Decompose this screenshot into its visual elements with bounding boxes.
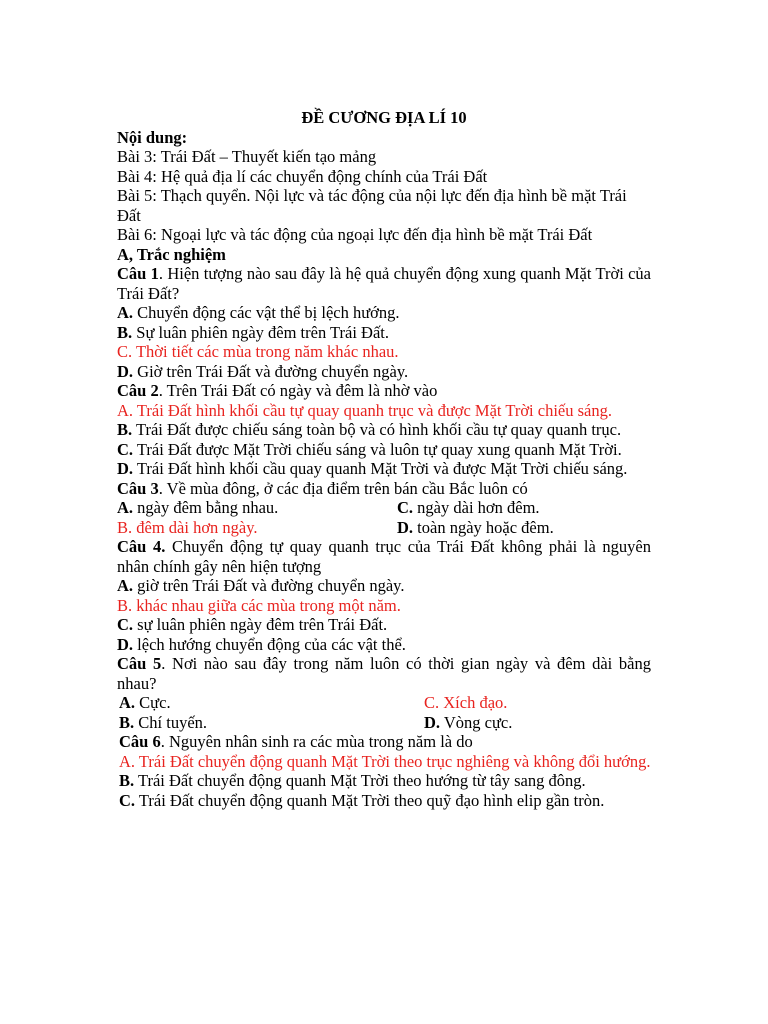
option bbox=[117, 791, 651, 811]
option-text: Trái Đất hình khối cầu tự quay quanh trục và được Mặt Trời chiếu sáng. bbox=[133, 400, 612, 420]
option-letter: B. bbox=[117, 595, 133, 615]
question-text: . Về mùa đông, ở các địa điểm trên bán cầu Bắc luôn có bbox=[158, 478, 528, 498]
option-text: sự luân phiên ngày đêm trên Trái Đất. bbox=[133, 615, 388, 634]
option bbox=[117, 615, 651, 635]
option-letter: C. bbox=[397, 498, 414, 517]
option-text: đêm dài hơn ngày. bbox=[132, 517, 258, 537]
option-letter: A. bbox=[117, 303, 134, 322]
option bbox=[117, 459, 651, 479]
question-text: Chuyển động tự quay quanh trục của Trái Đất không phải là nguyên nhân chính gây nên hiện tượng bbox=[117, 537, 651, 576]
option-letter: A. bbox=[117, 576, 134, 595]
option-text: khác nhau giữa các mùa trong một năm. bbox=[132, 595, 401, 615]
option-text: Trái Đất hình khối cầu quay quanh Mặt Trời và được Mặt Trời chiếu sáng. bbox=[133, 459, 628, 478]
option-row bbox=[117, 518, 651, 538]
question-1 bbox=[117, 264, 651, 303]
question-2 bbox=[117, 381, 651, 401]
option-letter: D. bbox=[117, 459, 134, 478]
document-content bbox=[117, 108, 651, 810]
option bbox=[117, 420, 651, 440]
option bbox=[117, 323, 651, 343]
option-correct bbox=[117, 596, 651, 616]
option-text: Sự luân phiên ngày đêm trên Trái Đất. bbox=[132, 322, 390, 342]
option-text: Chuyển động các vật thể bị lệch hướng. bbox=[133, 303, 400, 322]
question-label: Câu 2 bbox=[117, 381, 159, 400]
option-text: Trái Đất được Mặt Trời chiếu sáng và luôn tự quay xung quanh Mặt Trời. bbox=[133, 439, 622, 459]
option-text: Trái Đất chuyển động quanh Mặt Trời theo hướng từ tây sang đông. bbox=[134, 771, 586, 790]
question-3 bbox=[117, 479, 651, 499]
option-text: toàn ngày hoặc đêm. bbox=[413, 517, 554, 537]
option-correct bbox=[117, 752, 651, 772]
question-label: Câu 5 bbox=[117, 654, 162, 673]
option-letter: D. bbox=[397, 517, 414, 537]
option-text: Trái Đất được chiếu sáng toàn bộ và có hình khối cầu tự quay quanh trục. bbox=[132, 420, 622, 439]
option-letter: B. bbox=[117, 322, 133, 342]
option-letter: D. bbox=[117, 361, 134, 381]
option bbox=[119, 693, 424, 713]
option-text: Chí tuyến. bbox=[134, 712, 208, 732]
option-letter: D. bbox=[424, 712, 441, 732]
page-title: ĐỀ CƯƠNG ĐỊA LÍ 10 bbox=[301, 108, 467, 127]
option bbox=[397, 498, 651, 518]
lesson-5: Bài 5: Thạch quyển. Nội lực và tác động của nội lực đến địa hình bề mặt Trái Đất bbox=[117, 186, 627, 225]
question-text: . Trên Trái Đất có ngày và đêm là nhờ vào bbox=[158, 381, 438, 400]
option bbox=[119, 713, 424, 733]
option bbox=[397, 518, 651, 538]
question-text: . Hiện tượng nào sau đây là hệ quả chuyển động xung quanh Mặt Trời của Trái Đất? bbox=[117, 264, 652, 303]
option-letter: D. bbox=[117, 634, 134, 654]
option-text: ngày đêm bằng nhau. bbox=[133, 498, 279, 517]
option-correct bbox=[117, 342, 651, 362]
lesson-6: Bài 6: Ngoại lực và tác động của ngoại lực đến địa hình bề mặt Trái Đất bbox=[117, 225, 593, 244]
lesson-4: Bài 4: Hệ quả địa lí các chuyển động chính của Trái Đất bbox=[117, 166, 488, 186]
option-text: Trái Đất chuyển động quanh Mặt Trời theo trục nghiêng và không đổi hướng. bbox=[135, 751, 651, 771]
option-letter: B. bbox=[117, 420, 133, 439]
option-text: ngày dài hơn đêm. bbox=[413, 498, 540, 517]
option bbox=[117, 771, 651, 791]
question-5 bbox=[117, 654, 651, 693]
question-text: . Nguyên nhân sinh ra các mùa trong năm là do bbox=[160, 732, 473, 751]
option-letter: C. bbox=[424, 693, 440, 712]
option bbox=[117, 498, 397, 518]
option-letter: C. bbox=[117, 615, 134, 634]
option-letter: C. bbox=[117, 342, 133, 361]
question-6 bbox=[117, 732, 651, 752]
option-correct bbox=[424, 693, 651, 713]
option-text: Giờ trên Trái Đất và đường chuyển ngày. bbox=[133, 361, 409, 381]
option bbox=[117, 303, 651, 323]
option-row bbox=[117, 498, 651, 518]
option bbox=[424, 713, 651, 733]
question-label: Câu 1 bbox=[117, 264, 159, 283]
question-label: Câu 3 bbox=[117, 478, 159, 498]
option-text: Cực. bbox=[135, 693, 171, 712]
question-text: . Nơi nào sau đây trong năm luôn có thời gian ngày và đêm dài bằng nhau? bbox=[117, 654, 651, 693]
option-letter: C. bbox=[117, 439, 134, 459]
content-heading: Nội dung: bbox=[117, 127, 188, 147]
option-letter: A. bbox=[117, 498, 134, 517]
option-text: Thời tiết các mùa trong năm khác nhau. bbox=[132, 342, 399, 361]
option-text: lệch hướng chuyển động của các vật thể. bbox=[133, 634, 406, 654]
section-a-heading: A, Trắc nghiệm bbox=[117, 244, 226, 264]
option-row bbox=[117, 713, 651, 733]
option-text: giờ trên Trái Đất và đường chuyển ngày. bbox=[133, 576, 405, 595]
option-letter: B. bbox=[117, 517, 133, 537]
option-letter: A. bbox=[119, 693, 136, 712]
option-letter: B. bbox=[119, 771, 135, 790]
option-row bbox=[117, 693, 651, 713]
option-letter: C. bbox=[119, 790, 136, 810]
option-text: Xích đạo. bbox=[439, 693, 508, 712]
option bbox=[117, 440, 651, 460]
question-4 bbox=[117, 537, 651, 576]
option-text: Trái Đất chuyển động quanh Mặt Trời theo quỹ đạo hình elip gần tròn. bbox=[135, 790, 605, 810]
option bbox=[117, 635, 651, 655]
option-letter: A. bbox=[119, 751, 136, 771]
question-label: Câu 6 bbox=[119, 732, 161, 751]
lesson-3: Bài 3: Trái Đất – Thuyết kiến tạo mảng bbox=[117, 147, 377, 166]
option-correct bbox=[117, 518, 397, 538]
question-label: Câu 4. bbox=[117, 537, 166, 556]
option-letter: A. bbox=[117, 400, 134, 420]
option bbox=[117, 362, 651, 382]
option-letter: B. bbox=[119, 712, 135, 732]
option-text: Vòng cực. bbox=[440, 712, 513, 732]
option bbox=[117, 576, 651, 596]
option-correct bbox=[117, 401, 651, 421]
